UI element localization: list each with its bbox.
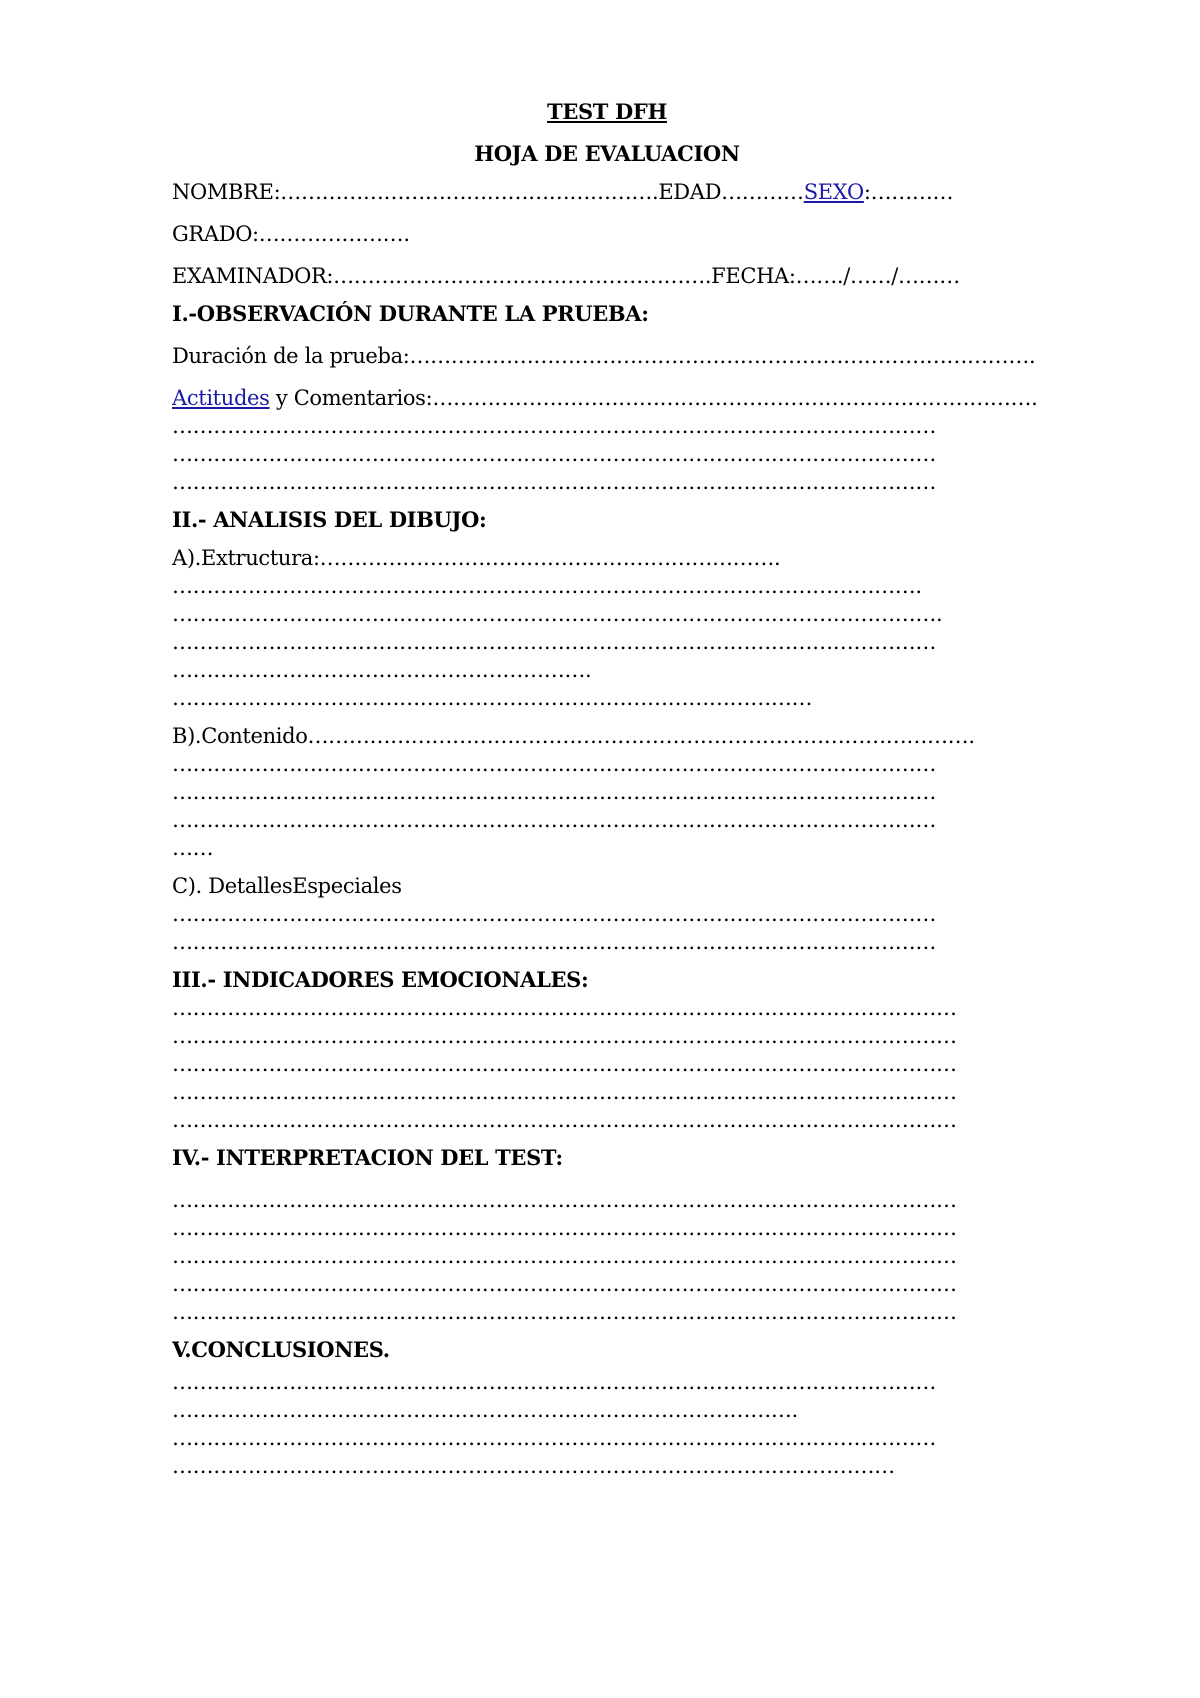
estructura-label: A).Extructura: [172, 546, 320, 570]
interpretacion-fill-line[interactable]: …………………………………………………………………………………………………… [172, 1244, 957, 1268]
estructura-fill-line[interactable]: ………………………………………………………………………………… [172, 686, 813, 710]
duracion-label: Duración de la prueba: [172, 344, 410, 368]
contenido-fill-line[interactable]: ………………………………………………………………………………………………… [172, 780, 937, 804]
contenido-line [172, 722, 1042, 750]
interpretacion-fill-line[interactable]: …………………………………………………………………………………………………… [172, 1188, 957, 1212]
estructura-fill-line[interactable]: …………………………………………………………………………………………………. [172, 602, 943, 626]
indicadores-fill-line[interactable]: …………………………………………………………………………………………………… [172, 996, 957, 1020]
nombre-edad-sexo-line [172, 178, 1042, 206]
estructura-fill-line[interactable]: ………………………………………………………………………………………………. [172, 574, 922, 598]
detalles-label: C). DetallesEspeciales [172, 874, 402, 898]
comentarios-label: y Comentarios: [269, 386, 433, 410]
contenido-label: B).Contenido [172, 724, 308, 748]
fecha-label: FECHA: [711, 264, 796, 288]
conclusiones-fill-line[interactable]: …………………………………………………………………………………………… [172, 1454, 895, 1478]
conclusiones-fill-line[interactable]: ………………………………………………………………………………. [172, 1398, 798, 1422]
duracion-field[interactable]: ………………………………………………………………………………. [409, 344, 1036, 368]
sexo-field[interactable]: :………… [863, 180, 954, 204]
comentarios-line[interactable]: ………………………………………………………………………………………………… [172, 414, 937, 438]
section-4-heading: IV.- INTERPRETACION DEL TEST: [172, 1145, 563, 1170]
duracion-line [172, 342, 1042, 370]
grado-field[interactable]: …………………. [258, 222, 410, 246]
grado-line [172, 220, 1042, 248]
estructura-field[interactable]: …………………………………………………………. [319, 546, 781, 570]
examinador-fecha-line [172, 262, 1042, 290]
indicadores-fill-line[interactable]: …………………………………………………………………………………………………… [172, 1024, 957, 1048]
actitudes-line [172, 384, 1042, 412]
interpretacion-fill-line[interactable]: …………………………………………………………………………………………………… [172, 1216, 957, 1240]
conclusiones-fill-line[interactable]: ………………………………………………………………………………………………… [172, 1370, 937, 1394]
section-3-heading: III.- INDICADORES EMOCIONALES: [172, 967, 589, 992]
detalles-fill-line[interactable]: ………………………………………………………………………………………………… [172, 930, 937, 954]
sexo-link[interactable]: SEXO [803, 180, 864, 204]
section-2-heading: II.- ANALISIS DEL DIBUJO: [172, 507, 487, 532]
section-1-heading: I.-OBSERVACIÓN DURANTE LA PRUEBA: [172, 301, 649, 326]
nombre-field[interactable]: ………………………………………………. [280, 180, 659, 204]
estructura-fill-line[interactable]: ………………………………………………………………………………………………… [172, 630, 937, 654]
indicadores-fill-line[interactable]: …………………………………………………………………………………………………… [172, 1080, 957, 1104]
detalles-fill-line[interactable]: ………………………………………………………………………………………………… [172, 902, 937, 926]
document-content [172, 98, 1042, 1480]
fecha-field[interactable]: ……./……/……… [795, 264, 960, 288]
actitudes-link[interactable]: Actitudes [172, 386, 270, 410]
edad-field[interactable]: ………… [721, 180, 804, 204]
examinador-label: EXAMINADOR: [172, 264, 334, 288]
document-subtitle: HOJA DE EVALUACION [474, 141, 740, 166]
contenido-fill-line[interactable]: …… [172, 836, 214, 860]
edad-label: EDAD [658, 180, 722, 204]
interpretacion-fill-line[interactable]: …………………………………………………………………………………………………… [172, 1300, 957, 1324]
contenido-fill-line[interactable]: ………………………………………………………………………………………………… [172, 808, 937, 832]
comentarios-line[interactable]: ………………………………………………………………………………………………… [172, 442, 937, 466]
comentarios-field[interactable]: ……………………………………………………………………………. [432, 386, 1038, 410]
contenido-field[interactable]: ……………………………………………………………………………………. [307, 724, 975, 748]
indicadores-fill-line[interactable]: …………………………………………………………………………………………………… [172, 1108, 957, 1132]
indicadores-fill-line[interactable]: …………………………………………………………………………………………………… [172, 1052, 957, 1076]
comentarios-line[interactable]: ………………………………………………………………………………………………… [172, 470, 937, 494]
examinador-field[interactable]: ………………………………………………. [333, 264, 712, 288]
section-5-heading: V.CONCLUSIONES. [172, 1337, 390, 1362]
grado-label: GRADO: [172, 222, 259, 246]
conclusiones-fill-line[interactable]: ………………………………………………………………………………………………… [172, 1426, 937, 1450]
nombre-label: NOMBRE: [172, 180, 281, 204]
estructura-line [172, 544, 1042, 572]
contenido-fill-line[interactable]: ………………………………………………………………………………………………… [172, 752, 937, 776]
estructura-fill-line[interactable]: ……………………………………………………. [172, 658, 592, 682]
interpretacion-fill-line[interactable]: …………………………………………………………………………………………………… [172, 1272, 957, 1296]
document-title: TEST DFH [547, 99, 667, 124]
